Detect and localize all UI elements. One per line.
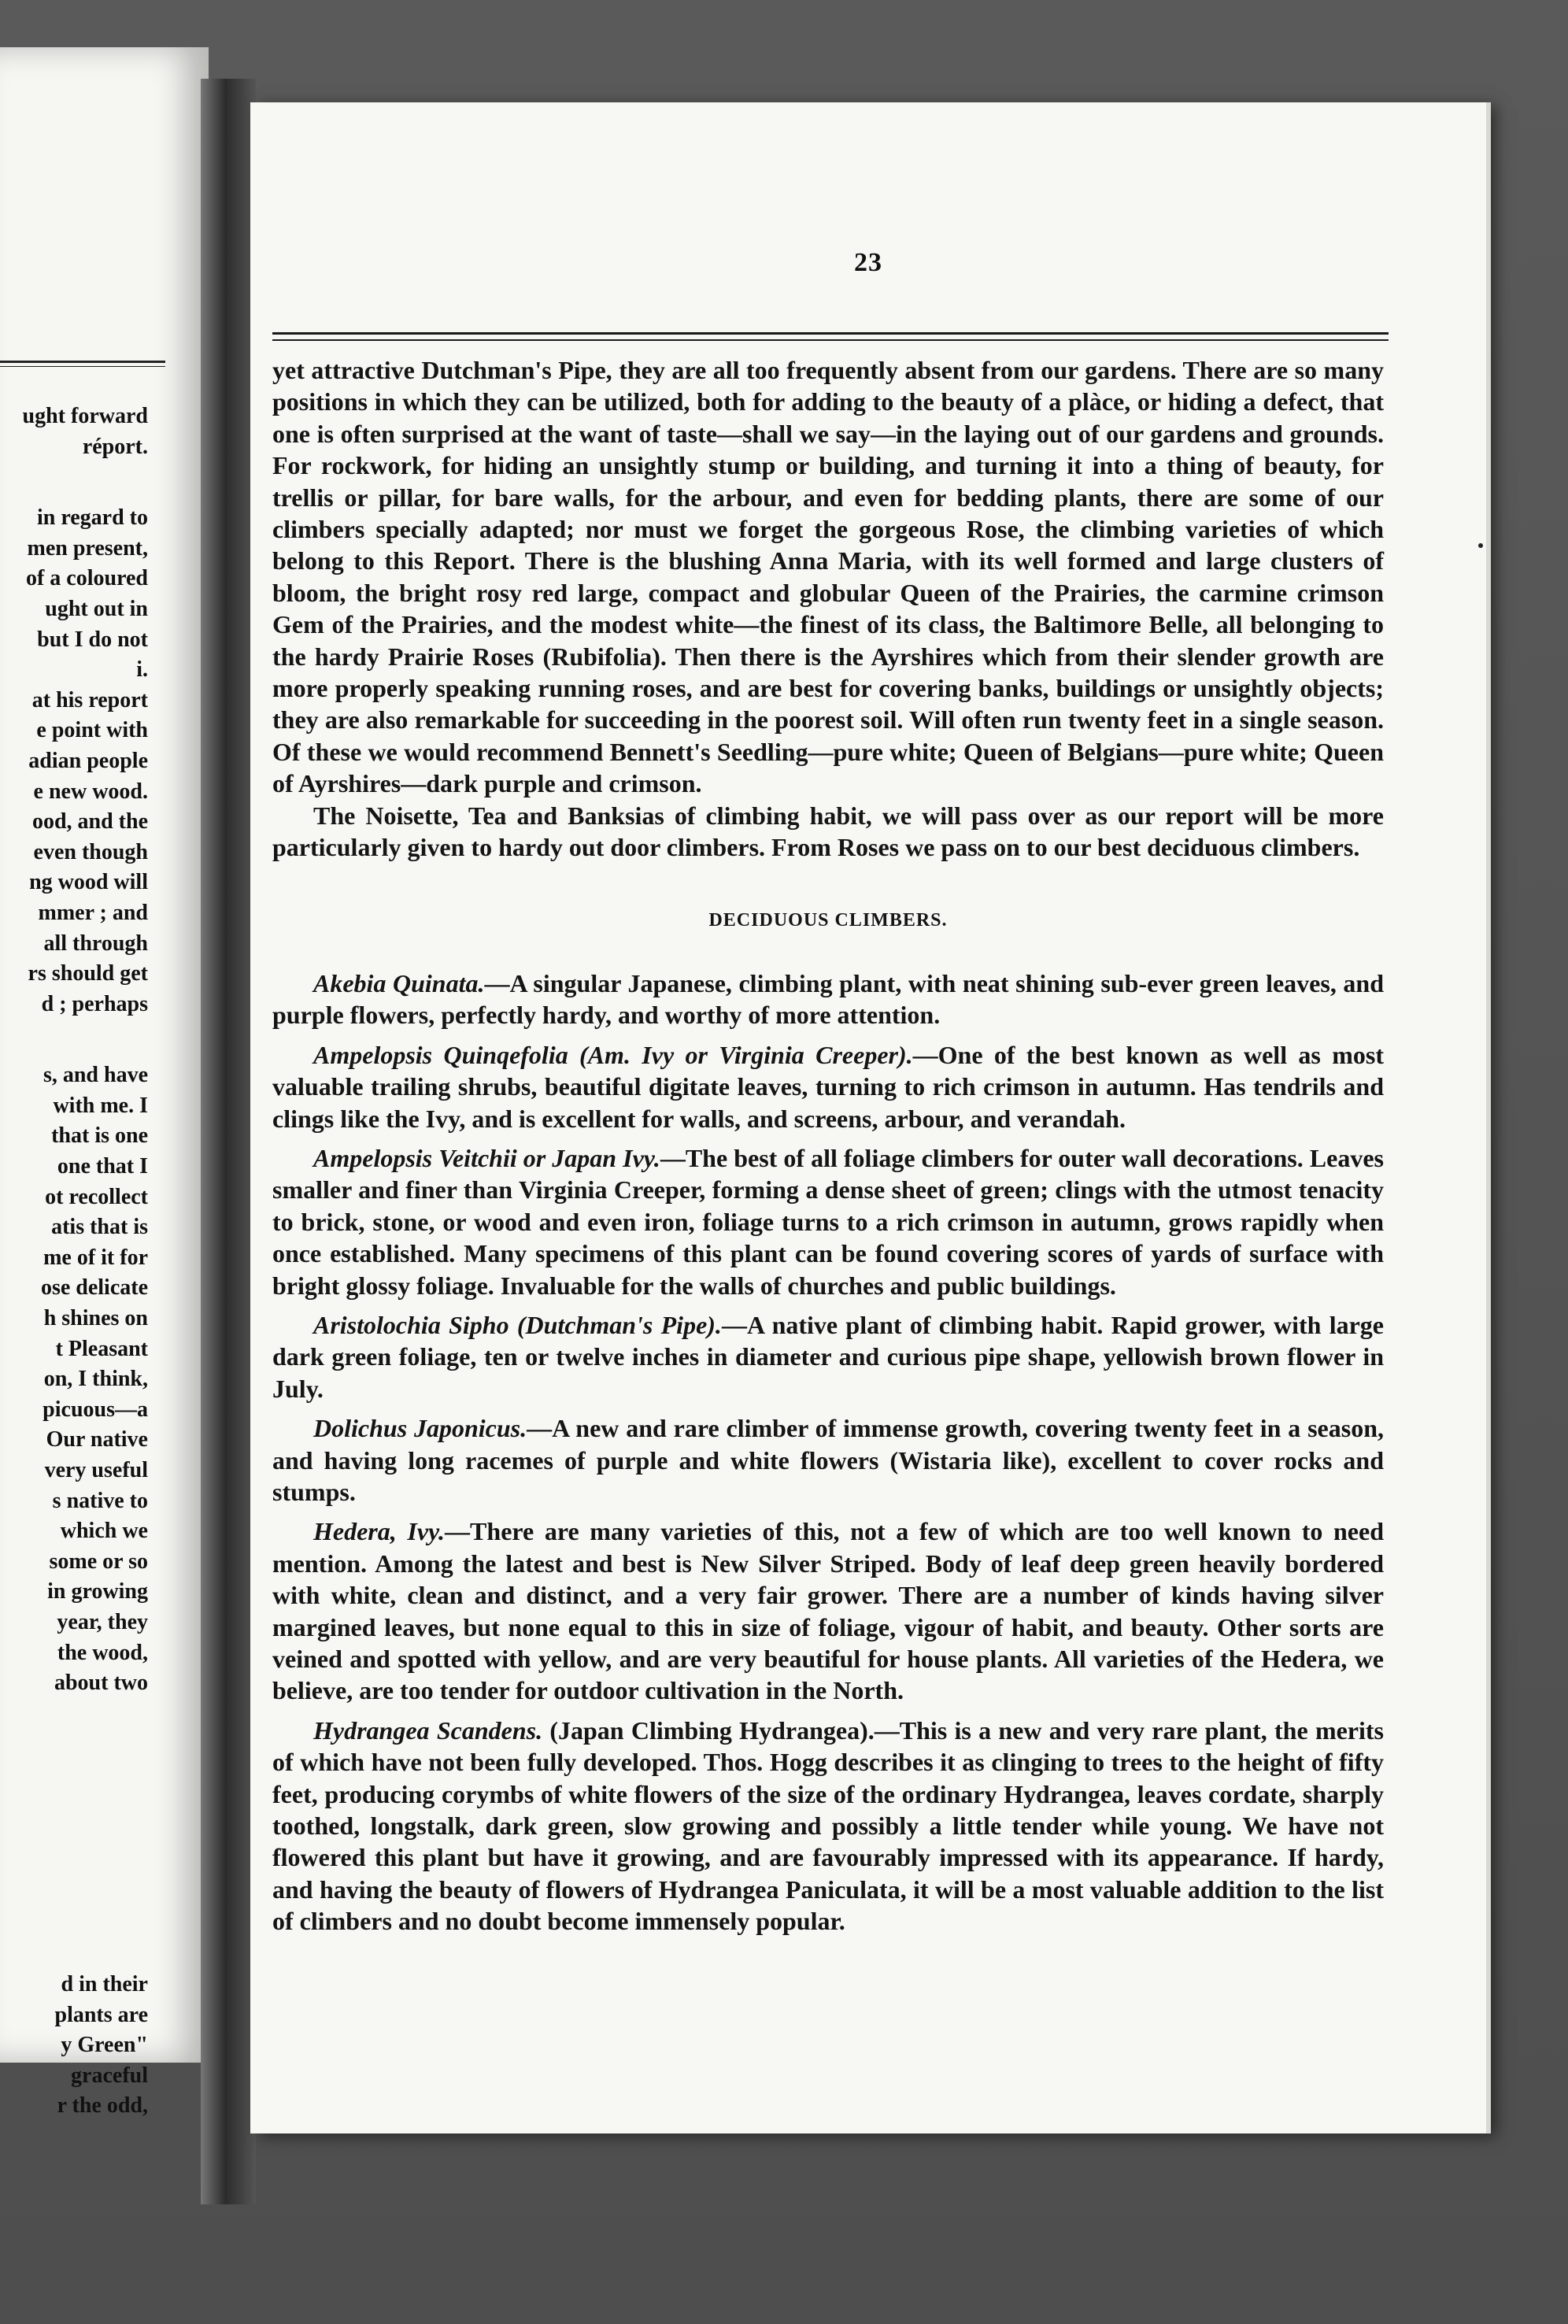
climber-name: Ampelopsis Veitchii or Japan Ivy.	[313, 1143, 660, 1172]
climber-entry	[272, 1515, 1384, 1706]
facing-page-line: e new wood.	[33, 779, 148, 804]
facing-page-line: men present,	[27, 535, 148, 561]
facing-page-line: s native to	[52, 1488, 148, 1513]
facing-page-line: graceful	[71, 2063, 148, 2088]
facing-page-line: ot recollect	[45, 1184, 148, 1209]
facing-page-text-top	[0, 402, 148, 1699]
facing-page-line: réport.	[82, 434, 148, 459]
scan-speck	[1478, 543, 1483, 548]
facing-page-line: the wood,	[57, 1640, 148, 1665]
book-gutter	[201, 79, 256, 2204]
facing-page-line: which we	[60, 1519, 148, 1544]
facing-page-line: about two	[54, 1671, 148, 1696]
climber-description: —A new and rare climber of immense growth, covering twenty feet in a season, and having long racemes of purple and white flowers (Wistaria like), excellent to cover rocks and stumps.	[272, 1414, 1385, 1506]
facing-page-line: me of it for	[43, 1245, 148, 1270]
climber-name: Ampelopsis Quinqefolia (Am. Ivy or Virginia Creeper).	[313, 1040, 913, 1069]
facing-page-line: Our native	[46, 1427, 148, 1452]
facing-page-line: ose delicate	[40, 1275, 148, 1301]
paragraph-roses: yet attractive Dutchman's Pipe, they are all too frequently absent from our gardens. There are so many positions in which they can be utilized, both for adding to the beauty of a plàce, or hiding a defect, that one is often surprised at the want of taste—shall we say—in the laying out of our gardens and grounds. For rockwork, for hiding an unsightly stump or building, and turning it into a thing of beauty, for trellis or pillar, for bare walls, for the arbour, and even for bedding plants, there are some of our climbers specially adapted; nor must we forget the gorgeous Rose, the climbing varieties of which belong to this Report. There is the blushing Anna Maria, with its well formed and large clusters of bloom, the bright rosy red large, compact and globular Queen of the Prairies, the carmine crimson Gem of the Prairies, and the modest white—the finest of its class, the Baltimore Belle, all belonging to the hardy Prairie Roses (Rubifolia). Then there is the Ayrshires which from their slender growth are more properly speaking running roses, and are best for covering banks, buildings or unsightly objects; they are also remarkable for succeeding in the poorest soil. Will often run twenty feet in a single season. Of these we would recommend Bennett's Seedling—pure white; Queen of Belgians—pure white; Queen of Ayrshires—dark purple and crimson.	[272, 356, 1384, 798]
climber-entries	[272, 968, 1384, 1937]
page-body	[272, 354, 1384, 1937]
facing-page-line: of a coloured	[25, 566, 148, 591]
facing-page-line: mmer ; and	[38, 900, 148, 925]
section-heading: DECIDUOUS CLIMBERS.	[708, 909, 948, 931]
facing-page-line: in growing	[47, 1579, 148, 1604]
facing-page-line: ood, and the	[31, 809, 148, 834]
facing-page-line: at his report	[31, 687, 148, 712]
facing-page-line: in regard to	[36, 505, 148, 531]
facing-page-line: ught forward	[22, 404, 148, 428]
climber-name: Aristolochia Sipho (Dutchman's Pipe).	[313, 1310, 722, 1339]
facing-page-line: y Green"	[61, 2033, 148, 2058]
climber-description: (Japan Climbing Hydrangea).—This is a new and very rare plant, the merits of which have not been fully developed. Thos. Hogg describes it as clinging to trees to the height of fifty feet, producing corymbs of white flowers of the size of the ordinary Hydrangea, leaves cordate, sharply toothed, longstalk, dark green, slow growing and possibly a little tender while young. We have not flowered this plant but have it growing, and are favourably impressed with its appearance. If hardy, and having the beauty of flowers of Hydrangea Paniculata, it will be a most valuable addition to the list of climbers and no doubt become immensely popular.	[272, 1715, 1385, 1936]
facing-page-rule	[0, 361, 165, 367]
facing-page-text-bottom	[0, 1970, 148, 2122]
climber-entry	[272, 1142, 1384, 1301]
climber-name: Akebia Quinata.	[313, 968, 485, 997]
facing-page-line: that is one	[51, 1123, 148, 1149]
facing-page-line: adian people	[28, 748, 148, 773]
facing-page-line: year, they	[57, 1609, 148, 1634]
facing-page-line: d in their	[61, 1972, 148, 1996]
climber-description: —A singular Japanese, climbing plant, with neat shining sub-ever green leaves, and purple flowers, perfectly hardy, and worthy of more attention.	[272, 968, 1385, 1030]
facing-page-line: e point with	[36, 718, 148, 743]
facing-page-line: all through	[43, 931, 148, 956]
climber-entry	[272, 1039, 1384, 1134]
header-rule	[272, 332, 1389, 341]
climber-description: —There are many varieties of this, not a few of which are too well known to need mention. Among the latest and best is New Silver Striped. Body of leaf deep green heavily bordered with white, clean and distinct, and a very fair grower. There are a number of kinds having silver margined leaves, but none equal to this in size of foliage, vigour of habit, and beauty. Other sorts are veined and spotted with yellow, and are very beautiful for house plants. All varieties of the Hedera, we believe, are too tender for outdoor cultivation in the North.	[272, 1517, 1385, 1705]
facing-page-line: with me. I	[53, 1093, 148, 1118]
facing-page-line	[0, 1020, 148, 1060]
facing-page-line: s, and have	[43, 1063, 148, 1088]
facing-page-line: picuous—a	[43, 1397, 148, 1422]
climber-entry	[272, 1309, 1384, 1404]
climber-entry	[272, 1412, 1384, 1508]
facing-page-line: d ; perhaps	[41, 991, 148, 1016]
main-page	[250, 102, 1486, 2133]
facing-page-line: very useful	[44, 1458, 148, 1482]
facing-page-line: r the odd,	[57, 2093, 148, 2119]
facing-page-line: ng wood will	[29, 870, 148, 895]
facing-page-line: ught out in	[45, 596, 148, 621]
climber-description: —A native plant of climbing habit. Rapid grower, with large dark green foliage, ten or twelve inches in diameter and curious pipe shape, yellowish brown flower in July.	[272, 1310, 1385, 1403]
facing-page-line: rs should get	[28, 961, 148, 986]
facing-page-line: even though	[33, 839, 148, 864]
facing-page-line: on, I think,	[43, 1367, 148, 1392]
facing-page-line: atis that is	[51, 1215, 148, 1240]
facing-page-line: some or so	[49, 1549, 148, 1574]
climber-description: —One of the best known as well as most valuable trailing shrubs, beautiful digitate leaves, turning to rich crimson in autumn. Has tendrils and clings like the Ivy, and is excellent for walls, and screens, arbour, and verandah.	[272, 1040, 1385, 1133]
paragraph-noisette: The Noisette, Tea and Banksias of climbing habit, we will pass over as our report will be more particularly given to hardy out door climbers. From Roses we pass on to our best deciduous climbers.	[272, 801, 1384, 862]
climber-description: —The best of all foliage climbers for outer wall decorations. Leaves smaller and finer than Virginia Creeper, forming a dense sheet of green; clings with the utmost tenacity to brick, stone, or wood and even iron, foliage turns to a rich crimson in autumn, grows rapidly when once established. Many specimens of this plant can be found covering scores of yards of surface with bright glossy foliage. Invaluable for the walls of churches and public buildings.	[272, 1143, 1385, 1300]
climber-entry	[272, 1715, 1384, 1937]
facing-page-line: but I do not	[37, 627, 148, 652]
facing-page-line	[0, 462, 148, 503]
facing-page-line: plants are	[54, 2002, 148, 2027]
page-number: 23	[854, 248, 882, 277]
facing-page	[0, 47, 209, 2119]
facing-page-line: t Pleasant	[55, 1336, 148, 1361]
climber-name: Dolichus Japonicus.	[313, 1414, 527, 1443]
climber-name: Hedera, Ivy.	[313, 1517, 446, 1546]
climber-entry	[272, 968, 1384, 1031]
facing-page-line: h shines on	[43, 1306, 148, 1331]
facing-page-line: i.	[136, 657, 148, 683]
facing-page-line: one that I	[57, 1154, 148, 1179]
climber-name: Hydrangea Scandens.	[313, 1715, 543, 1745]
